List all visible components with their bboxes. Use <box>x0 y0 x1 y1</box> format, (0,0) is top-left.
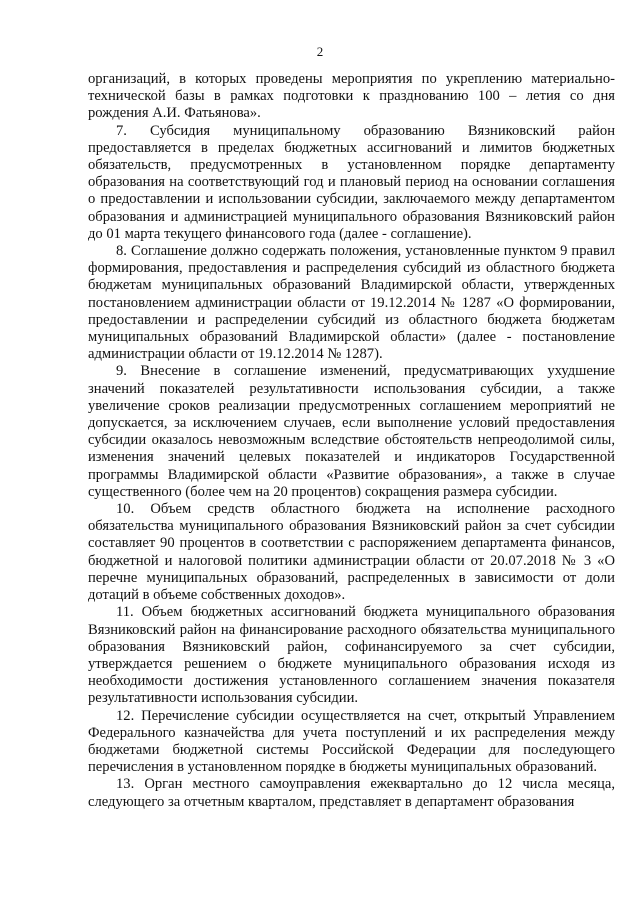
document-body <box>88 71 615 811</box>
paragraph-11: 11. Объем бюджетных ассигнований бюджета муниципального образования Вязниковский район на финансирование расходного обязательства муниципального образования Вязниковский район, софинансируемого за счет субсидии, утверждается решением о бюджете муниципального образования исходя из необходимости достижения установленного соглашением значения показателя результативности использования субсидии. <box>88 604 615 707</box>
paragraph-7: 7. Субсидия муниципальному образованию Вязниковский район предоставляется в пределах бюджетных ассигнований и лимитов бюджетных обязательств, предусмотренных в установленном порядке департаменту образования на соответствующий год и плановый период на основании соглашения о предоставлении и использовании субсидии, заключаемого между департаментом образования и администрацией муниципального образования Вязниковский район до 01 марта текущего финансового года (далее - соглашение). <box>88 122 615 242</box>
paragraph-8: 8. Соглашение должно содержать положения, установленные пунктом 9 правил формирования, предоставления и распределения субсидий из областного бюджета бюджетам муниципальных образований Владимирской области, утвержденных постановлением администрации области от 19.12.2014 № 1287 «О формировании, предоставлении и распределении субсидий из областного бюджета бюджетам муниципальных образований Владимирской области» (далее - постановление администрации области от 19.12.2014 № 1287). <box>88 243 615 363</box>
paragraph-10: 10. Объем средств областного бюджета на исполнение расходного обязательства муниципального образования Вязниковский район за счет субсидии составляет 90 процентов в соответствии с распоряжением департамента финансов, бюджетной и налоговой политики администрации области от 20.07.2018 № 3 «О перечне муниципальных образований, распределенных в зависимости от доли дотаций в объеме собственных доходов». <box>88 501 615 604</box>
page-number: 2 <box>316 44 324 59</box>
paragraph-12: 12. Перечисление субсидии осуществляется на счет, открытый Управлением Федерального казначейства для учета поступлений и их распределения между бюджетами бюджетной системы Российской Федерации для последующего перечисления в установленном порядке в бюджеты муниципальных образований. <box>88 707 615 776</box>
paragraph-9: 9. Внесение в соглашение изменений, предусматривающих ухудшение значений показателей результативности использования субсидии, а также увеличение сроков реализации предусмотренных соглашением мероприятий не допускается, за исключением случаев, если выполнение условий предоставления субсидии оказалось невозможным вследствие обстоятельств непреодолимой силы, изменения значений целевых показателей и индикаторов Государственной программы Владимирской области «Развитие образования», а также в случае существенного (более чем на 20 процентов) сокращения размера субсидии. <box>88 363 615 500</box>
paragraph-continuation: организаций, в которых проведены мероприятия по укреплению материально-технической базы в рамках подготовки к празднованию 100 – летия со дня рождения А.И. Фатьянова». <box>88 71 615 122</box>
paragraph-13: 13. Орган местного самоуправления ежеквартально до 12 числа месяца, следующего за отчетным кварталом, представляет в департамент образования <box>88 776 615 810</box>
